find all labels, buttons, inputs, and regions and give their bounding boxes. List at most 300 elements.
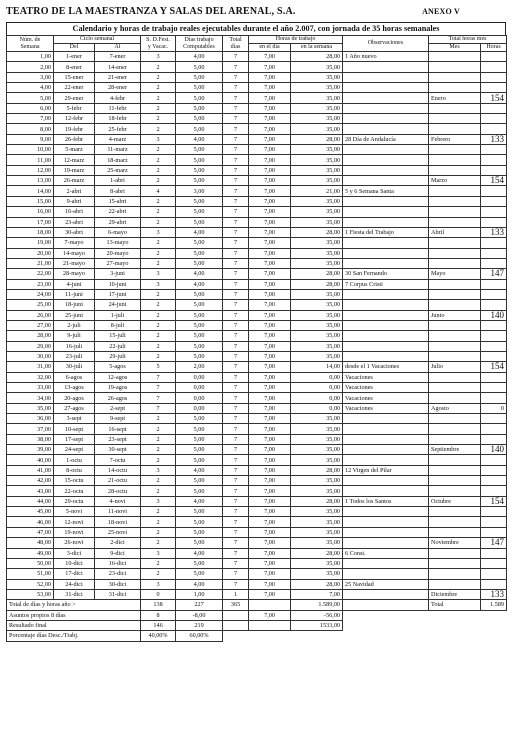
cell-month [429, 103, 481, 113]
cell-total-days: 7 [223, 579, 249, 589]
cell-observation: 30 San Fernando [343, 269, 429, 279]
cell-cycle-from: 4-juni [54, 279, 95, 289]
cell-work-days: 4,00 [176, 134, 223, 144]
cell-month [429, 331, 481, 341]
cell-cycle-to: 29-abri [95, 217, 141, 227]
cell-observation [343, 445, 429, 455]
cell-work-days: 5,00 [176, 569, 223, 579]
cell-month [429, 300, 481, 310]
cell-cycle-to: 18-novi [95, 517, 141, 527]
cell-hours-day: 7,00 [249, 548, 291, 558]
cell-hours-week: 35,00 [291, 207, 343, 217]
cell-hours-week: 35,00 [291, 217, 343, 227]
cell-week-number: 9,00 [7, 134, 54, 144]
cell-cycle-to: 7-octu [95, 455, 141, 465]
cell-observation [343, 486, 429, 496]
cell-hours-week: 35,00 [291, 538, 343, 548]
cell-month: Febrero [429, 134, 481, 144]
cell-week-number: 5,00 [7, 93, 54, 103]
cell-month-hours: 154 [481, 93, 507, 103]
table-row [7, 579, 507, 589]
cell-cycle-to: 25-febr [95, 124, 141, 134]
cell-month-hours [481, 486, 507, 496]
cell-work-days: 5,00 [176, 527, 223, 537]
cell-work-days: 4,00 [176, 227, 223, 237]
cell-month-hours: 147 [481, 269, 507, 279]
cell-hours-day: 7,00 [249, 527, 291, 537]
cell-month-hours [481, 331, 507, 341]
table-row [7, 393, 507, 403]
cell-total-days: 7 [223, 196, 249, 206]
table-row [7, 424, 507, 434]
cell-month [429, 238, 481, 248]
cell-month [429, 145, 481, 155]
cell-holidays: 0 [141, 589, 176, 599]
cell-hours-day: 7,00 [249, 124, 291, 134]
cell-observation [343, 217, 429, 227]
cell-total-days: 7 [223, 289, 249, 299]
cell-cycle-from: 5-marz [54, 145, 95, 155]
cell-holidays: 2 [141, 207, 176, 217]
cell-month: Noviembre [429, 538, 481, 548]
cell-month: Marzo [429, 176, 481, 186]
table-row [7, 269, 507, 279]
cell-month [429, 351, 481, 361]
cell-month-hours [481, 341, 507, 351]
cell-total-days: 7 [223, 186, 249, 196]
cell-week-number: 11,00 [7, 155, 54, 165]
cell-observation [343, 124, 429, 134]
cell-work-days: 5,00 [176, 310, 223, 320]
cell-cycle-to: 11-marz [95, 145, 141, 155]
col-to: Al [95, 44, 141, 52]
cell-cycle-from: 8-octu [54, 465, 95, 475]
cell-observation [343, 455, 429, 465]
cell-total-days: 7 [223, 517, 249, 527]
cell-hours-week: 28,00 [291, 579, 343, 589]
cell-hours-day: 7,00 [249, 83, 291, 93]
cell-work-days: 5,00 [176, 83, 223, 93]
cell-week-number: 20,00 [7, 248, 54, 258]
cell-total-days: 7 [223, 279, 249, 289]
table-row [7, 496, 507, 506]
cell-month-hours: 154 [481, 176, 507, 186]
cell-work-days: 5,00 [176, 486, 223, 496]
cell-hours-day: 7,00 [249, 217, 291, 227]
cell-cycle-from: 27-agos [54, 403, 95, 413]
cell-week-number: 6,00 [7, 103, 54, 113]
cell-week-number: 45,00 [7, 507, 54, 517]
cell-cycle-to: 25-novi [95, 527, 141, 537]
cell-week-number: 36,00 [7, 414, 54, 424]
cell-total-days: 7 [223, 476, 249, 486]
cell-month: Agosto [429, 403, 481, 413]
table-row [7, 196, 507, 206]
cell-hours-week: 35,00 [291, 238, 343, 248]
cell-observation: 6 Const. [343, 548, 429, 558]
cell-cycle-from: 28-mayo [54, 269, 95, 279]
cell-observation [343, 331, 429, 341]
cell-month-hours [481, 186, 507, 196]
cell-month-hours: 133 [481, 227, 507, 237]
cell-observation [343, 258, 429, 268]
table-row [7, 527, 507, 537]
cell-observation [343, 207, 429, 217]
cell-total-days: 7 [223, 465, 249, 475]
cell-work-days: 4,00 [176, 465, 223, 475]
cell-hours-week: 35,00 [291, 569, 343, 579]
cell-holidays: 2 [141, 124, 176, 134]
cell-work-days: 5,00 [176, 114, 223, 124]
cell-work-days: 5,00 [176, 217, 223, 227]
cell-cycle-to: 9-dici [95, 548, 141, 558]
cell-holidays: 2 [141, 114, 176, 124]
cell-observation: Vacaciones [343, 383, 429, 393]
cell-hours-week: 35,00 [291, 486, 343, 496]
cell-work-days: 4,00 [176, 52, 223, 62]
cell-week-number: 13,00 [7, 176, 54, 186]
cell-total-days: 7 [223, 52, 249, 62]
cell-total-days: 7 [223, 258, 249, 268]
cell-observation: 25 Navidad [343, 579, 429, 589]
cell-observation [343, 569, 429, 579]
table-row [7, 455, 507, 465]
cell-month-hours [481, 279, 507, 289]
cell-work-days: 5,00 [176, 176, 223, 186]
porcentaje-row: Porcentaje días Desc./Trabj. 40,00% 60,00% [7, 631, 507, 641]
cell-hours-day: 7,00 [249, 93, 291, 103]
table-row [7, 207, 507, 217]
cell-cycle-from: 29-octu [54, 496, 95, 506]
cell-hours-day: 7,00 [249, 289, 291, 299]
cell-week-number: 24,00 [7, 289, 54, 299]
cell-cycle-to: 11-novi [95, 507, 141, 517]
cell-total-days: 7 [223, 300, 249, 310]
col-month-total: Total horas mes [429, 36, 507, 44]
cell-holidays: 2 [141, 196, 176, 206]
cell-month [429, 289, 481, 299]
cell-month: Abril [429, 227, 481, 237]
cell-cycle-from: 13-agos [54, 383, 95, 393]
table-row [7, 52, 507, 62]
cell-hours-week: 35,00 [291, 320, 343, 330]
cell-hours-day: 7,00 [249, 62, 291, 72]
cell-cycle-from: 19-febr [54, 124, 95, 134]
cell-holidays: 2 [141, 320, 176, 330]
cell-hours-week: 35,00 [291, 414, 343, 424]
cell-cycle-from: 3-sept [54, 414, 95, 424]
cell-total-days: 7 [223, 93, 249, 103]
cell-month-hours [481, 52, 507, 62]
cell-holidays: 3 [141, 269, 176, 279]
cell-work-days: 5,00 [176, 124, 223, 134]
cell-hours-day: 7,00 [249, 465, 291, 475]
cell-month-hours [481, 289, 507, 299]
cell-hours-week: 7,00 [291, 589, 343, 599]
cell-month-hours [481, 393, 507, 403]
cell-month [429, 124, 481, 134]
cell-observation [343, 165, 429, 175]
cell-month-hours [481, 207, 507, 217]
cell-observation [343, 424, 429, 434]
calendar-sheet [6, 0, 506, 642]
cell-observation [343, 248, 429, 258]
cell-total-days: 7 [223, 341, 249, 351]
cell-work-days: 4,00 [176, 579, 223, 589]
cell-month-hours [481, 434, 507, 444]
cell-hours-day: 7,00 [249, 538, 291, 548]
cell-observation [343, 320, 429, 330]
cell-month [429, 372, 481, 382]
cell-total-days: 7 [223, 103, 249, 113]
cell-cycle-from: 25-juni [54, 310, 95, 320]
cell-holidays: 2 [141, 165, 176, 175]
cell-month-hours: 140 [481, 445, 507, 455]
cell-total-days: 1 [223, 589, 249, 599]
cell-cycle-from: 15-octu [54, 476, 95, 486]
cell-hours-week: 35,00 [291, 93, 343, 103]
cell-week-number: 19,00 [7, 238, 54, 248]
cell-holidays: 4 [141, 186, 176, 196]
cell-week-number: 2,00 [7, 62, 54, 72]
cell-cycle-to: 4-novi [95, 496, 141, 506]
cell-work-days: 0,00 [176, 393, 223, 403]
cell-hours-day: 7,00 [249, 196, 291, 206]
cell-cycle-from: 24-sept [54, 445, 95, 455]
cell-total-days: 7 [223, 248, 249, 258]
cell-work-days: 5,00 [176, 289, 223, 299]
cell-hours-day: 7,00 [249, 300, 291, 310]
cell-week-number: 33,00 [7, 383, 54, 393]
cell-hours-week: 28,00 [291, 279, 343, 289]
cell-month-hours: 147 [481, 538, 507, 548]
cell-cycle-from: 16-abri [54, 207, 95, 217]
cell-month [429, 341, 481, 351]
cell-observation: 28 Día de Andalucía [343, 134, 429, 144]
cell-observation [343, 527, 429, 537]
cell-week-number: 15,00 [7, 196, 54, 206]
table-row [7, 569, 507, 579]
cell-cycle-to: 18-marz [95, 155, 141, 165]
cell-total-days: 7 [223, 320, 249, 330]
table-row [7, 93, 507, 103]
cell-cycle-from: 20-agos [54, 393, 95, 403]
cell-holidays: 2 [141, 351, 176, 361]
col-work-hours: Horas de trabajo [249, 36, 343, 44]
table-row [7, 155, 507, 165]
cell-month [429, 248, 481, 258]
cell-observation: 1 Año nuevo [343, 52, 429, 62]
cell-week-number: 22,00 [7, 269, 54, 279]
cell-cycle-to: 10-juni [95, 279, 141, 289]
table-row [7, 124, 507, 134]
col-hours-day: en el día [249, 44, 291, 52]
cell-hours-week: 35,00 [291, 145, 343, 155]
cell-week-number: 4,00 [7, 83, 54, 93]
cell-hours-day: 7,00 [249, 310, 291, 320]
cell-holidays: 2 [141, 258, 176, 268]
cell-holidays: 2 [141, 62, 176, 72]
cell-hours-day: 7,00 [249, 114, 291, 124]
cell-holidays: 3 [141, 465, 176, 475]
table-footer [7, 600, 507, 641]
cell-work-days: 1,00 [176, 589, 223, 599]
cell-cycle-to: 22-abri [95, 207, 141, 217]
cell-week-number: 23,00 [7, 279, 54, 289]
cell-hours-day: 7,00 [249, 507, 291, 517]
cell-holidays: 2 [141, 93, 176, 103]
cell-holidays: 2 [141, 527, 176, 537]
cell-observation: 5 y 6 Semana Santa [343, 186, 429, 196]
cell-holidays: 3 [141, 279, 176, 289]
cell-observation [343, 351, 429, 361]
cell-hours-week: 21,00 [291, 186, 343, 196]
cell-week-number: 39,00 [7, 445, 54, 455]
cell-hours-week: 35,00 [291, 124, 343, 134]
cell-hours-day: 7,00 [249, 579, 291, 589]
cell-cycle-from: 17-sept [54, 434, 95, 444]
cell-holidays: 2 [141, 486, 176, 496]
cell-cycle-to: 16-sept [95, 424, 141, 434]
cell-month [429, 72, 481, 82]
cell-cycle-to: 15-juli [95, 331, 141, 341]
cell-holidays: 2 [141, 103, 176, 113]
table-row [7, 320, 507, 330]
cell-hours-day: 7,00 [249, 155, 291, 165]
cell-work-days: 5,00 [176, 538, 223, 548]
cell-month [429, 434, 481, 444]
cell-month: Septiembre [429, 445, 481, 455]
cell-cycle-from: 26-febr [54, 134, 95, 144]
table-row [7, 414, 507, 424]
cell-holidays: 2 [141, 341, 176, 351]
cell-cycle-from: 18-juni [54, 300, 95, 310]
cell-cycle-to: 21-octu [95, 476, 141, 486]
cell-holidays: 2 [141, 155, 176, 165]
cell-cycle-to: 19-agos [95, 383, 141, 393]
cell-work-days: 5,00 [176, 165, 223, 175]
cell-cycle-from: 16-juli [54, 341, 95, 351]
cell-work-days: 5,00 [176, 207, 223, 217]
cell-cycle-from: 24-dici [54, 579, 95, 589]
cell-cycle-to: 2-sept [95, 403, 141, 413]
cell-cycle-to: 29-juli [95, 351, 141, 361]
cell-month-hours [481, 424, 507, 434]
cell-work-days: 5,00 [176, 558, 223, 568]
cell-cycle-from: 17-dici [54, 569, 95, 579]
cell-month-hours [481, 300, 507, 310]
cell-hours-day: 7,00 [249, 589, 291, 599]
document-header [6, 6, 506, 20]
cell-week-number: 26,00 [7, 310, 54, 320]
cell-cycle-from: 2-abri [54, 186, 95, 196]
cell-work-days: 5,00 [176, 507, 223, 517]
cell-cycle-from: 30-abri [54, 227, 95, 237]
cell-week-number: 49,00 [7, 548, 54, 558]
cell-month-hours [481, 527, 507, 537]
cell-holidays: 2 [141, 455, 176, 465]
cell-holidays: 2 [141, 248, 176, 258]
col-week-number: Núm. de Semana [7, 36, 54, 52]
cell-total-days: 7 [223, 62, 249, 72]
cell-observation: 1 Fiesta del Trabajo [343, 227, 429, 237]
cell-hours-week: 0,00 [291, 383, 343, 393]
cell-work-days: 5,00 [176, 62, 223, 72]
cell-hours-day: 7,00 [249, 476, 291, 486]
cell-hours-week: 0,00 [291, 393, 343, 403]
cell-cycle-to: 27-mayo [95, 258, 141, 268]
cell-month-hours [481, 248, 507, 258]
cell-week-number: 38,00 [7, 434, 54, 444]
cell-cycle-to: 17-juni [95, 289, 141, 299]
cell-cycle-to: 8-juli [95, 320, 141, 330]
cell-month: Diciembre [429, 589, 481, 599]
cell-holidays: 7 [141, 393, 176, 403]
cell-work-days: 5,00 [176, 155, 223, 165]
cell-week-number: 3,00 [7, 72, 54, 82]
cell-cycle-from: 3-dici [54, 548, 95, 558]
cell-month-hours [481, 238, 507, 248]
cell-observation [343, 589, 429, 599]
cell-week-number: 48,00 [7, 538, 54, 548]
table-row [7, 403, 507, 413]
cell-total-days: 7 [223, 331, 249, 341]
cell-hours-day: 7,00 [249, 414, 291, 424]
cell-month-hours [481, 114, 507, 124]
table-row [7, 476, 507, 486]
cell-hours-day: 7,00 [249, 403, 291, 413]
cell-month: Mayo [429, 269, 481, 279]
cell-hours-week: 35,00 [291, 476, 343, 486]
cell-cycle-from: 2-juli [54, 320, 95, 330]
table-row [7, 589, 507, 599]
cell-hours-day: 7,00 [249, 320, 291, 330]
cell-month-hours [481, 103, 507, 113]
cell-hours-week: 28,00 [291, 227, 343, 237]
table-row [7, 279, 507, 289]
cell-holidays: 5 [141, 362, 176, 372]
cell-work-days: 5,00 [176, 351, 223, 361]
cell-week-number: 27,00 [7, 320, 54, 330]
cell-hours-day: 7,00 [249, 269, 291, 279]
cell-work-days: 4,00 [176, 496, 223, 506]
cell-hours-day: 7,00 [249, 455, 291, 465]
cell-month [429, 527, 481, 537]
cell-cycle-from: 9-abri [54, 196, 95, 206]
cell-total-days: 7 [223, 145, 249, 155]
cell-cycle-to: 25-marz [95, 165, 141, 175]
table-row [7, 103, 507, 113]
cell-month [429, 579, 481, 589]
cell-cycle-from: 14-mayo [54, 248, 95, 258]
cell-hours-day: 7,00 [249, 569, 291, 579]
cell-holidays: 2 [141, 145, 176, 155]
cell-holidays: 3 [141, 227, 176, 237]
col-month-hours: Horas [481, 44, 507, 52]
cell-cycle-to: 26-agos [95, 393, 141, 403]
table-row [7, 72, 507, 82]
cell-month: Julio [429, 362, 481, 372]
cell-work-days: 5,00 [176, 414, 223, 424]
cell-hours-week: 35,00 [291, 62, 343, 72]
table-row [7, 341, 507, 351]
cell-hours-week: 35,00 [291, 517, 343, 527]
cell-total-days: 7 [223, 207, 249, 217]
cell-week-number: 17,00 [7, 217, 54, 227]
cell-week-number: 35,00 [7, 403, 54, 413]
cell-week-number: 52,00 [7, 579, 54, 589]
table-row [7, 114, 507, 124]
